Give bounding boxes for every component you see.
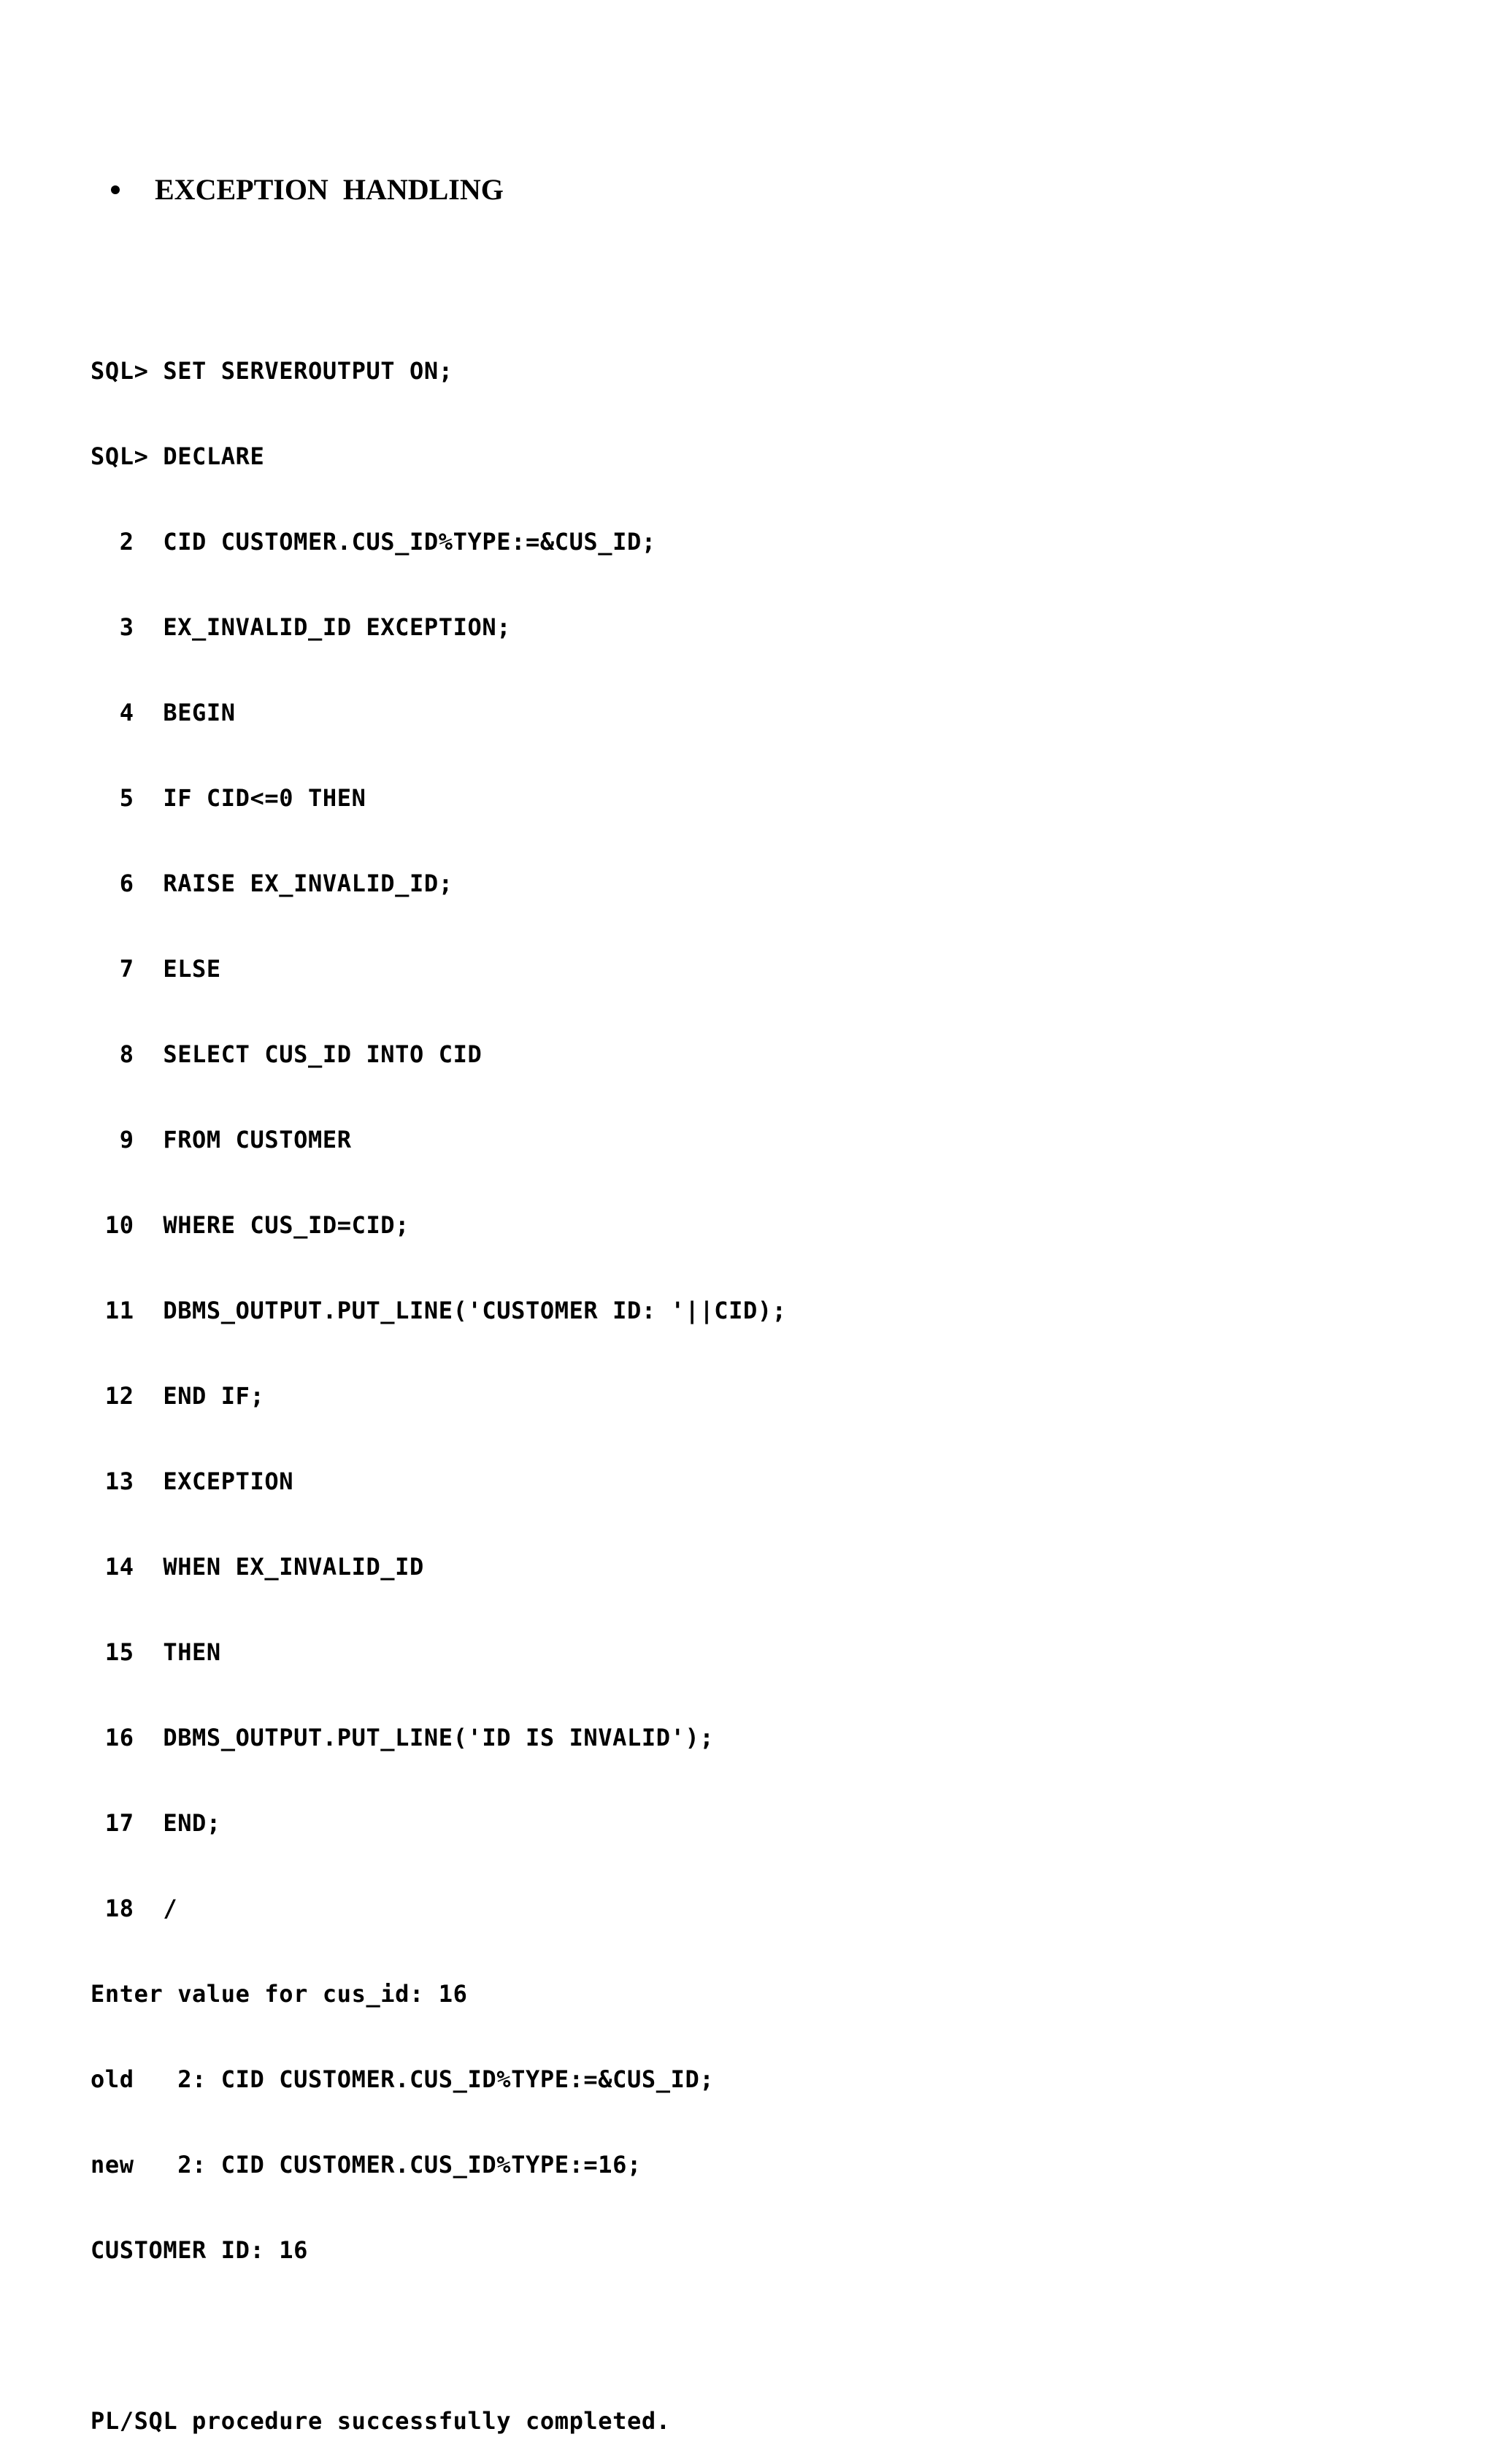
terminal-line: new 2: CID CUSTOMER.CUS_ID%TYPE:=16;	[91, 2151, 642, 2179]
terminal-line	[91, 2322, 787, 2350]
terminal-line: SQL> DECLARE	[91, 442, 265, 470]
terminal-line: SQL> SET SERVEROUTPUT ON;	[91, 357, 453, 385]
heading-text: EXCEPTION HANDLING	[155, 173, 504, 206]
section-heading	[107, 169, 504, 210]
terminal-line: 17 END;	[91, 1809, 221, 1837]
terminal-line: 5 IF CID<=0 THEN	[91, 784, 366, 812]
terminal-line: 7 ELSE	[91, 955, 221, 983]
terminal-line: 4 BEGIN	[91, 699, 236, 726]
terminal-line: 13 EXCEPTION	[91, 1467, 294, 1495]
terminal-line: 2 CID CUSTOMER.CUS_ID%TYPE:=&CUS_ID;	[91, 528, 656, 556]
terminal-line: 6 RAISE EX_INVALID_ID;	[91, 870, 453, 897]
terminal-line: old 2: CID CUSTOMER.CUS_ID%TYPE:=&CUS_ID;	[91, 2065, 715, 2093]
terminal-line: CUSTOMER ID: 16	[91, 2236, 308, 2264]
terminal-line: 14 WHEN EX_INVALID_ID	[91, 1553, 424, 1581]
terminal-line: PL/SQL procedure successfully completed.	[91, 2407, 671, 2435]
terminal-line: 15 THEN	[91, 1638, 221, 1666]
terminal-line: 8 SELECT CUS_ID INTO CID	[91, 1040, 483, 1068]
terminal-line: Enter value for cus_id: 16	[91, 1980, 468, 2008]
terminal-line: 9 FROM CUSTOMER	[91, 1126, 352, 1154]
terminal-line: 18 /	[91, 1895, 178, 1922]
terminal-line: 3 EX_INVALID_ID EXCEPTION;	[91, 613, 512, 641]
terminal-line: 11 DBMS_OUTPUT.PUT_LINE('CUSTOMER ID: '||CID);	[91, 1297, 787, 1324]
sql-terminal-output	[91, 300, 787, 2464]
terminal-line: 10 WHERE CUS_ID=CID;	[91, 1211, 410, 1239]
terminal-line: 12 END IF;	[91, 1382, 265, 1410]
terminal-line: 16 DBMS_OUTPUT.PUT_LINE('ID IS INVALID');	[91, 1724, 715, 1751]
bullet-icon	[111, 185, 120, 194]
